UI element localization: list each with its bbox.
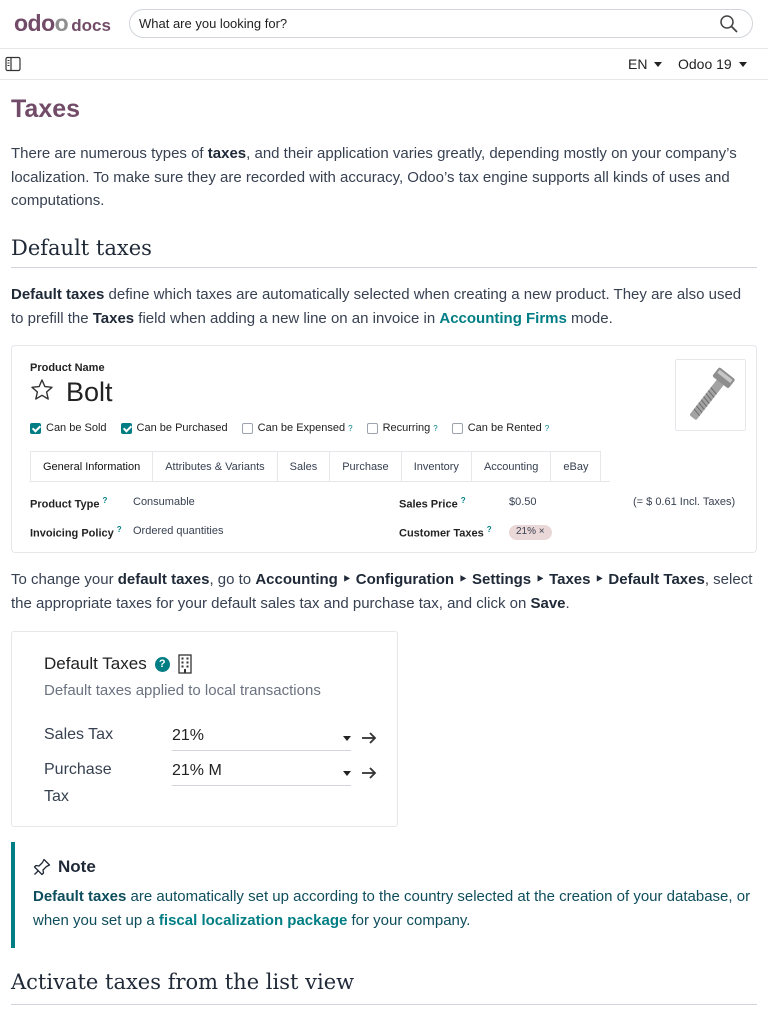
product-tabs bbox=[30, 451, 610, 482]
heading-default-taxes: Default taxes bbox=[11, 236, 152, 260]
tab-general-information[interactable]: General Information bbox=[30, 451, 153, 481]
help-icon: ? bbox=[433, 423, 438, 433]
arrow-right-icon[interactable] bbox=[360, 731, 378, 745]
chevron-down-icon bbox=[343, 736, 351, 741]
arrow-right-icon[interactable] bbox=[360, 766, 378, 780]
version-label: Odoo 19 bbox=[678, 56, 732, 72]
note-title: Note bbox=[33, 857, 96, 877]
purchase-tax-label-line2: Tax bbox=[44, 788, 69, 805]
top-header bbox=[0, 0, 768, 48]
heading-activate-taxes: Activate taxes from the list view bbox=[11, 970, 355, 994]
version-dropdown[interactable] bbox=[678, 56, 747, 72]
fiscal-localization-link[interactable]: fiscal localization package bbox=[158, 911, 348, 929]
product-form-screenshot bbox=[11, 345, 757, 553]
tab-accounting[interactable]: Accounting bbox=[471, 451, 551, 481]
note-callout bbox=[11, 842, 757, 948]
tab-sales[interactable]: Sales bbox=[277, 451, 331, 481]
tab-attributes-variants[interactable]: Attributes & Variants bbox=[152, 451, 277, 481]
search-input[interactable] bbox=[129, 9, 753, 38]
sales-price-row: Sales Price ? $0.50 (= $ 0.61 Incl. Taxes) bbox=[399, 496, 736, 511]
help-icon: ? bbox=[544, 423, 550, 433]
help-icon: ? bbox=[348, 423, 353, 433]
sales-price-value[interactable]: $0.50 bbox=[509, 496, 537, 508]
divider bbox=[11, 267, 757, 268]
tab-purchase[interactable]: Purchase bbox=[329, 451, 401, 481]
product-name[interactable]: Bolt bbox=[66, 377, 113, 407]
checkbox-can-be-rented[interactable]: Can be Rented ? bbox=[452, 422, 549, 434]
invoicing-policy-value[interactable]: Ordered quantities bbox=[133, 525, 224, 537]
settings-description: Default taxes applied to local transactions bbox=[44, 682, 321, 699]
star-icon[interactable] bbox=[30, 378, 54, 402]
search-icon[interactable] bbox=[719, 14, 739, 34]
purchase-tax-select[interactable]: 21% M bbox=[172, 762, 351, 786]
note-text: Default taxes are automatically set up according to the country selected at the creation of your database, or when you set up a fiscal localization package for your company. bbox=[33, 888, 751, 929]
help-icon[interactable]: ? bbox=[155, 657, 170, 672]
chevron-down-icon bbox=[654, 62, 662, 67]
customer-tax-tag[interactable]: 21% × bbox=[509, 525, 552, 540]
product-type-row: Product Type ? Consumable bbox=[30, 496, 195, 511]
bolt-product-image bbox=[675, 359, 746, 431]
logo-word: odoo bbox=[14, 10, 69, 36]
customer-taxes-row: Customer Taxes ? 21% × bbox=[399, 525, 552, 540]
change-default-taxes-paragraph: To change your default taxes, go to Accounting ‣ Configuration ‣ Settings ‣ Taxes ‣ Default Taxes, select the appropriate taxes for your default sales tax and purchase tax, and click on Save. bbox=[11, 571, 753, 612]
language-label: EN bbox=[628, 56, 648, 72]
default-taxes-settings-screenshot bbox=[11, 631, 398, 827]
default-taxes-paragraph: Default taxes define which taxes are automatically selected when creating a new product. They are also used to prefill the Taxes field when adding a new line on an invoice in Accounting Firms mode. bbox=[11, 286, 742, 327]
tab-inventory[interactable]: Inventory bbox=[401, 451, 472, 481]
chevron-down-icon bbox=[739, 62, 747, 67]
chevron-down-icon bbox=[343, 771, 351, 776]
odoo-docs-logo[interactable] bbox=[14, 10, 111, 37]
purchase-tax-label: Purchase bbox=[44, 761, 112, 778]
page-title: Taxes bbox=[11, 95, 81, 123]
checkbox-can-be-purchased[interactable]: Can be Purchased bbox=[121, 422, 228, 434]
product-checkboxes bbox=[30, 422, 549, 434]
checkbox-recurring[interactable]: Recurring ? bbox=[367, 422, 438, 434]
secondary-nav bbox=[0, 48, 768, 80]
product-name-label: Product Name bbox=[30, 362, 105, 374]
checkbox-can-be-expensed[interactable]: Can be Expensed ? bbox=[242, 422, 353, 434]
sales-tax-label: Sales Tax bbox=[44, 726, 114, 743]
pin-icon bbox=[33, 858, 51, 876]
intro-paragraph: There are numerous types of taxes, and their application varies greatly, depending mostly on your company’s localization. To make sure they are recorded with accuracy, Odoo’s tax engine supports all kinds of uses and computations. bbox=[11, 145, 737, 209]
language-dropdown[interactable] bbox=[628, 56, 662, 72]
incl-taxes-value: (= $ 0.61 Incl. Taxes) bbox=[633, 496, 736, 508]
product-type-value[interactable]: Consumable bbox=[133, 496, 195, 508]
accounting-firms-link[interactable]: Accounting Firms bbox=[439, 309, 567, 327]
sidebar-toggle-icon[interactable] bbox=[5, 56, 21, 72]
divider bbox=[11, 1004, 757, 1005]
building-icon bbox=[177, 654, 193, 674]
sales-tax-select[interactable]: 21% bbox=[172, 727, 351, 751]
settings-title: Default Taxes ? bbox=[44, 654, 193, 674]
search-placeholder: What are you looking for? bbox=[139, 16, 288, 31]
tab-ebay[interactable]: eBay bbox=[550, 451, 601, 481]
checkbox-can-be-sold[interactable]: Can be Sold bbox=[30, 422, 107, 434]
logo-docs: docs bbox=[71, 16, 111, 35]
invoicing-policy-row: Invoicing Policy ? Ordered quantities bbox=[30, 525, 224, 540]
